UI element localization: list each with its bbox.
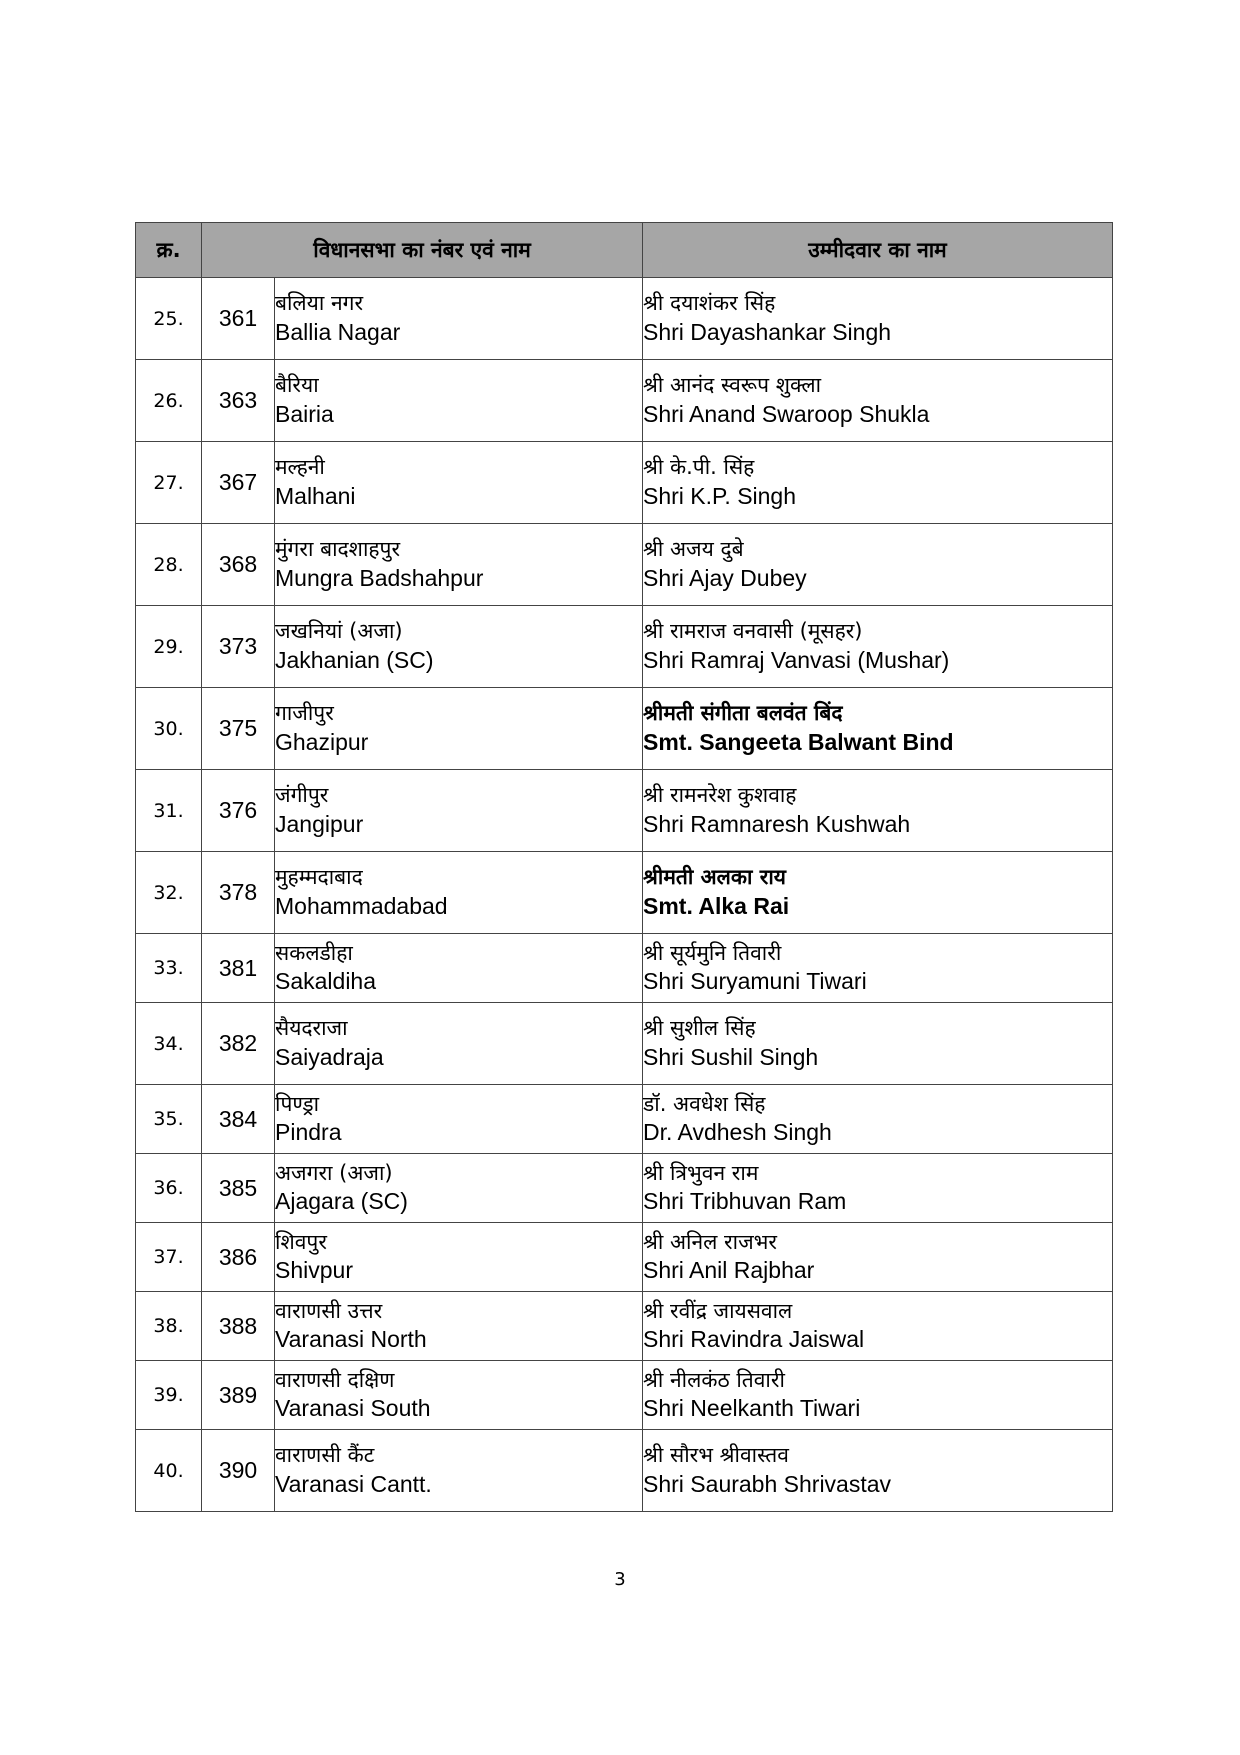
row-constituency-number: 376	[202, 770, 275, 852]
candidate-name-english: Shri Ravindra Jaiswal	[643, 1326, 865, 1353]
row-serial-number: 37.	[136, 1223, 202, 1292]
row-constituency-number: 361	[202, 278, 275, 360]
table-row	[136, 278, 1113, 360]
constituency-name-hindi: वाराणसी कैंट	[275, 1443, 375, 1468]
row-serial-number: 30.	[136, 688, 202, 770]
row-constituency-name	[275, 1430, 643, 1512]
page-number: 3	[614, 1569, 626, 1590]
constituency-name-english: Mohammadabad	[275, 892, 448, 919]
row-serial-number: 36.	[136, 1154, 202, 1223]
table-row	[136, 1085, 1113, 1154]
candidate-name-hindi: श्री सुशील सिंह	[643, 1016, 756, 1041]
candidate-name-hindi: श्रीमती अलका राय	[643, 865, 786, 890]
constituency-name-english: Pindra	[275, 1119, 342, 1146]
row-constituency-name	[275, 606, 643, 688]
table-row	[136, 1292, 1113, 1361]
constituency-name-english: Shivpur	[275, 1257, 353, 1284]
row-constituency-name	[275, 278, 643, 360]
row-constituency-number: 384	[202, 1085, 275, 1154]
table-row	[136, 934, 1113, 1003]
candidate-name-hindi: श्री रवींद्र जायसवाल	[643, 1298, 793, 1323]
row-constituency-name	[275, 1361, 643, 1430]
candidate-name-hindi: श्री नीलकंठ तिवारी	[643, 1367, 785, 1392]
candidate-name-english: Smt. Alka Rai	[643, 892, 790, 919]
row-constituency-name	[275, 934, 643, 1003]
row-constituency-number: 378	[202, 852, 275, 934]
candidate-name-hindi: श्री सौरभ श्रीवास्तव	[643, 1443, 789, 1468]
row-candidate-name	[643, 934, 1113, 1003]
candidate-name-hindi: श्री त्रिभुवन राम	[643, 1160, 759, 1185]
constituency-name-hindi: मुंगरा बादशाहपुर	[275, 537, 401, 562]
candidate-name-english: Shri Dayashankar Singh	[643, 318, 892, 345]
row-constituency-number: 390	[202, 1430, 275, 1512]
row-serial-number: 32.	[136, 852, 202, 934]
row-constituency-name	[275, 1003, 643, 1085]
table-row	[136, 688, 1113, 770]
candidate-name-hindi: श्री रामराज वनवासी (मूसहर)	[643, 619, 863, 644]
candidate-name-english: Smt. Sangeeta Balwant Bind	[643, 728, 954, 755]
constituency-name-hindi: वाराणसी उत्तर	[275, 1298, 383, 1323]
candidate-name-hindi: श्री दयाशंकर सिंह	[643, 291, 776, 316]
row-serial-number: 27.	[136, 442, 202, 524]
constituency-name-english: Saiyadraja	[275, 1043, 384, 1070]
table-row	[136, 1223, 1113, 1292]
constituency-name-english: Sakaldiha	[275, 968, 377, 995]
constituency-name-english: Ghazipur	[275, 728, 369, 755]
candidate-name-english: Shri Ajay Dubey	[643, 564, 807, 591]
candidate-name-english: Shri Anil Rajbhar	[643, 1257, 815, 1284]
candidate-name-english: Dr. Avdhesh Singh	[643, 1119, 832, 1146]
candidate-name-english: Shri K.P. Singh	[643, 482, 797, 509]
row-serial-number: 34.	[136, 1003, 202, 1085]
candidate-name-hindi: श्री आनंद स्वरूप शुक्ला	[643, 373, 822, 398]
row-candidate-name	[643, 524, 1113, 606]
row-constituency-name	[275, 1292, 643, 1361]
constituency-name-english: Mungra Badshahpur	[275, 564, 484, 591]
row-candidate-name	[643, 1292, 1113, 1361]
constituency-name-hindi: सैयदराजा	[275, 1016, 348, 1041]
candidate-name-english: Shri Sushil Singh	[643, 1043, 819, 1070]
row-candidate-name	[643, 1361, 1113, 1430]
constituency-name-english: Jangipur	[275, 810, 364, 837]
constituency-name-hindi: जंगीपुर	[275, 783, 329, 808]
row-candidate-name	[643, 852, 1113, 934]
row-candidate-name	[643, 770, 1113, 852]
constituency-name-english: Ballia Nagar	[275, 318, 401, 345]
table-row	[136, 606, 1113, 688]
candidate-name-hindi: श्री सूर्यमुनि तिवारी	[643, 940, 782, 965]
constituency-name-hindi: जखनियां (अजा)	[275, 619, 403, 644]
row-candidate-name	[643, 1085, 1113, 1154]
header-candidate: उम्मीदवार का नाम	[643, 223, 1113, 278]
candidate-name-hindi: श्री रामनरेश कुशवाह	[643, 783, 797, 808]
constituency-name-hindi: बैरिया	[275, 373, 319, 398]
row-constituency-name	[275, 852, 643, 934]
candidate-name-english: Shri Suryamuni Tiwari	[643, 968, 867, 995]
row-serial-number: 25.	[136, 278, 202, 360]
row-serial-number: 29.	[136, 606, 202, 688]
row-constituency-number: 373	[202, 606, 275, 688]
constituency-name-hindi: वाराणसी दक्षिण	[275, 1367, 395, 1392]
row-constituency-name	[275, 1154, 643, 1223]
constituency-name-hindi: पिण्ड्रा	[275, 1091, 320, 1116]
row-constituency-name	[275, 360, 643, 442]
row-constituency-number: 385	[202, 1154, 275, 1223]
candidate-name-hindi: श्रीमती संगीता बलवंत बिंद	[643, 701, 843, 726]
constituency-name-english: Bairia	[275, 400, 334, 427]
row-candidate-name	[643, 442, 1113, 524]
candidate-name-hindi: श्री अजय दुबे	[643, 537, 744, 562]
row-constituency-name	[275, 442, 643, 524]
table-row	[136, 770, 1113, 852]
row-constituency-number: 367	[202, 442, 275, 524]
table-row	[136, 1154, 1113, 1223]
table-row	[136, 1003, 1113, 1085]
row-constituency-number: 388	[202, 1292, 275, 1361]
row-candidate-name	[643, 278, 1113, 360]
table-row	[136, 1430, 1113, 1512]
constituency-name-hindi: गाजीपुर	[275, 701, 334, 726]
row-candidate-name	[643, 606, 1113, 688]
constituency-name-hindi: बलिया नगर	[275, 291, 364, 316]
table-row	[136, 852, 1113, 934]
row-serial-number: 38.	[136, 1292, 202, 1361]
candidate-name-hindi: श्री अनिल राजभर	[643, 1229, 778, 1254]
constituency-name-hindi: अजगरा (अजा)	[275, 1160, 393, 1185]
row-serial-number: 39.	[136, 1361, 202, 1430]
candidate-name-hindi: डॉ. अवधेश सिंह	[643, 1091, 766, 1116]
constituency-name-hindi: शिवपुर	[275, 1229, 327, 1254]
row-serial-number: 33.	[136, 934, 202, 1003]
constituency-name-english: Varanasi South	[275, 1395, 431, 1422]
table-row	[136, 524, 1113, 606]
table-row	[136, 360, 1113, 442]
row-candidate-name	[643, 360, 1113, 442]
constituency-name-english: Varanasi Cantt.	[275, 1470, 432, 1497]
row-constituency-number: 382	[202, 1003, 275, 1085]
constituency-name-english: Varanasi North	[275, 1326, 427, 1353]
row-constituency-name	[275, 1223, 643, 1292]
table-row	[136, 442, 1113, 524]
candidate-name-english: Shri Ramnaresh Kushwah	[643, 810, 911, 837]
row-constituency-name	[275, 524, 643, 606]
row-serial-number: 26.	[136, 360, 202, 442]
candidate-name-english: Shri Ramraj Vanvasi (Mushar)	[643, 646, 950, 673]
constituency-name-hindi: मुहम्मदाबाद	[275, 865, 363, 890]
header-constituency: विधानसभा का नंबर एवं नाम	[202, 223, 643, 278]
header-serial: क्र.	[136, 223, 202, 278]
row-constituency-number: 389	[202, 1361, 275, 1430]
row-candidate-name	[643, 1430, 1113, 1512]
candidate-name-english: Shri Tribhuvan Ram	[643, 1188, 847, 1215]
row-serial-number: 35.	[136, 1085, 202, 1154]
constituency-name-english: Jakhanian (SC)	[275, 646, 434, 673]
row-constituency-number: 375	[202, 688, 275, 770]
constituency-name-english: Malhani	[275, 482, 356, 509]
candidate-name-hindi: श्री के.पी. सिंह	[643, 455, 755, 480]
row-candidate-name	[643, 688, 1113, 770]
row-constituency-name	[275, 1085, 643, 1154]
row-candidate-name	[643, 1154, 1113, 1223]
constituency-name-english: Ajagara (SC)	[275, 1188, 408, 1215]
candidate-name-english: Shri Anand Swaroop Shukla	[643, 400, 930, 427]
row-serial-number: 28.	[136, 524, 202, 606]
candidate-name-english: Shri Saurabh Shrivastav	[643, 1470, 892, 1497]
row-constituency-number: 368	[202, 524, 275, 606]
row-serial-number: 40.	[136, 1430, 202, 1512]
table-header-row	[136, 223, 1113, 278]
row-serial-number: 31.	[136, 770, 202, 852]
candidate-name-english: Shri Neelkanth Tiwari	[643, 1395, 861, 1422]
row-candidate-name	[643, 1003, 1113, 1085]
row-constituency-name	[275, 770, 643, 852]
row-constituency-number: 386	[202, 1223, 275, 1292]
candidate-list-table	[135, 222, 1113, 1512]
row-constituency-name	[275, 688, 643, 770]
row-constituency-number: 381	[202, 934, 275, 1003]
table-row	[136, 1361, 1113, 1430]
row-candidate-name	[643, 1223, 1113, 1292]
row-constituency-number: 363	[202, 360, 275, 442]
constituency-name-hindi: मल्हनी	[275, 455, 325, 480]
constituency-name-hindi: सकलडीहा	[275, 940, 353, 965]
